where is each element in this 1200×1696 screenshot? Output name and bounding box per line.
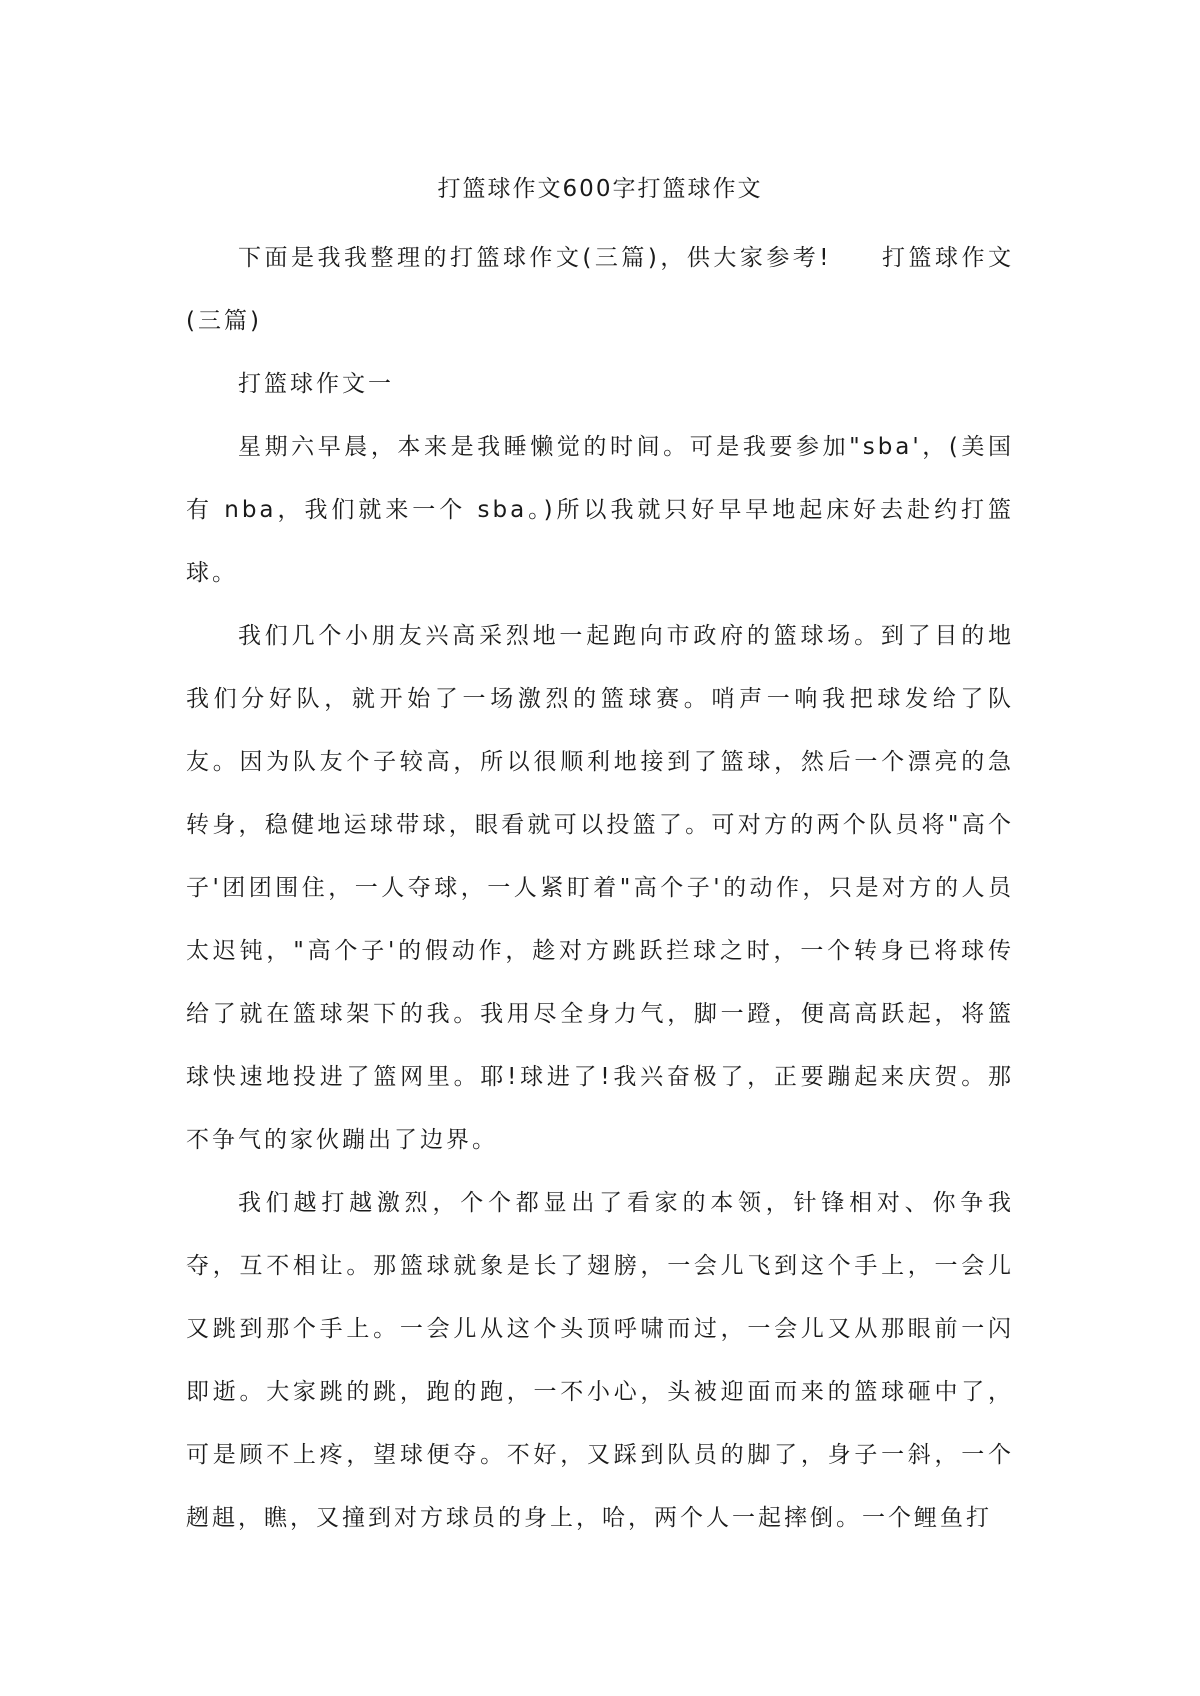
intro-text: 下面是我我整理的打篮球作文(三篇)，供大家参考! [238,245,832,271]
body-paragraph-3: 我们越打越激烈，个个都显出了看家的本领，针锋相对、你争我夺，互不相让。那篮球就象是长了翅膀，一会儿飞到这个手上，一会儿又跳到那个手上。一会儿从这个头顶呼啸而过，一会儿又从那眼前一闪即逝。大家跳的跳，跑的跑，一不小心，头被迎面而来的篮球砸中了，可是顾不上疼，望球便夺。不好，又踩到队员的脚了，身子一斜，一个趔趄，瞧，又撞到对方球员的身上，哈，两个人一起摔倒。一个鲤鱼打 [186,1190,1014,1531]
body-paragraph-2: 我们几个小朋友兴高采烈地一起跑向市政府的篮球场。到了目的地我们分好队，就开始了一场激烈的篮球赛。哨声一响我把球发给了队友。因为队友个子较高，所以很顺利地接到了篮球，然后一个漂亮的急转身，稳健地运球带球，眼看就可以投篮了。可对方的两个队员将"高个子'团团围住，一人夺球，一人紧盯着"高个子'的动作，只是对方的人员太迟钝，"高个子'的假动作，趁对方跳跃拦球之时，一个转身已将球传给了就在篮球架下的我。我用尽全身力气，脚一蹬，便高高跃起，将篮球快速地投进了篮网里。耶!球进了!我兴奋极了，正要蹦起来庆贺。那不争气的家伙蹦出了边界。 [186,623,1014,1153]
section-heading: 打篮球作文一 [238,371,394,397]
document-title: 打篮球作文600字打篮球作文 [437,176,763,202]
body-paragraph-1: 星期六早晨，本来是我睡懒觉的时间。可是我要参加"sba'，(美国有 nba，我们就来一个 sba。)所以我就只好早早地起床好去赴约打篮球。 [186,434,1014,586]
intro-subtitle: 打篮球作文(三篇) [186,245,1015,334]
document-body [186,158,1014,1550]
intro-paragraph [186,227,1014,353]
